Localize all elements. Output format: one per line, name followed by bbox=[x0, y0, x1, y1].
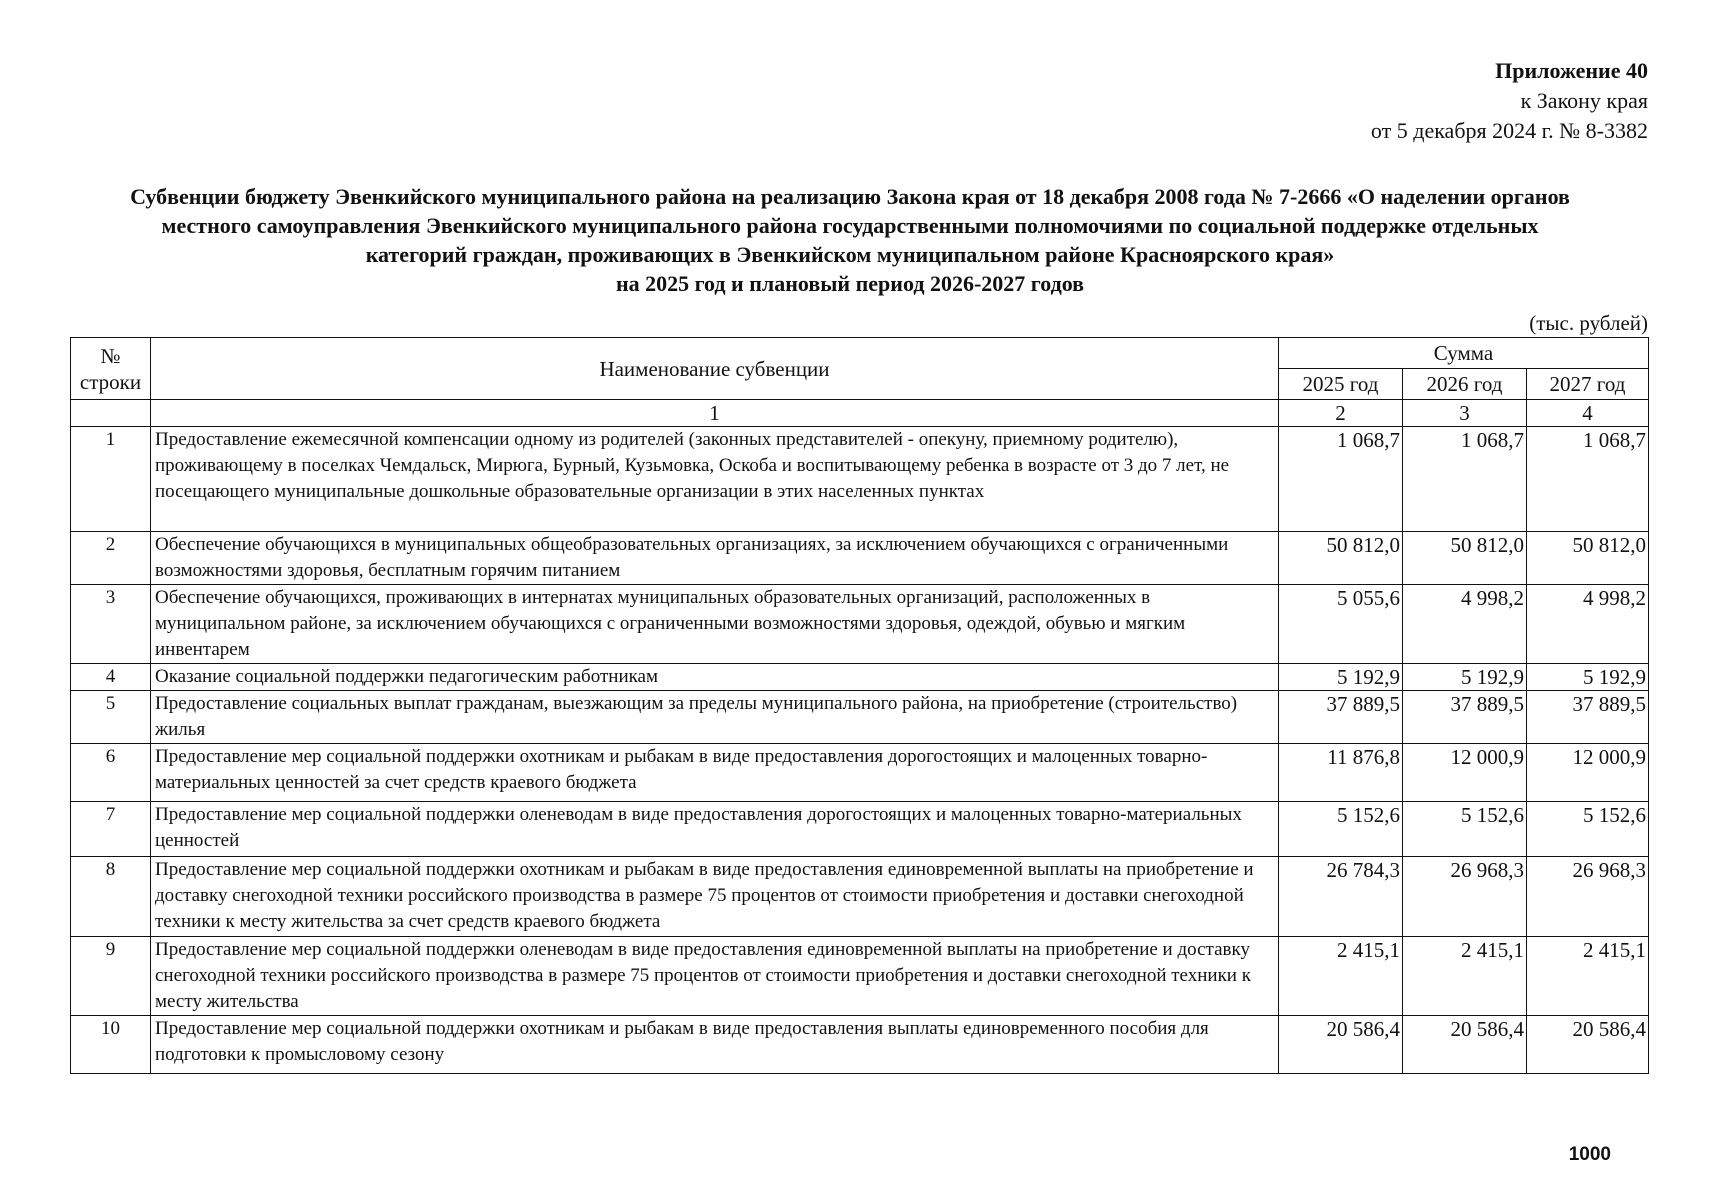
appendix-date: от 5 декабря 2024 г. № 8-3382 bbox=[1370, 118, 1648, 143]
amount-2027: 20 586,4 bbox=[1527, 1016, 1649, 1074]
table-row bbox=[71, 427, 1649, 532]
amount-2027: 2 415,1 bbox=[1527, 937, 1649, 1016]
units-label: (тыс. рублей) bbox=[1529, 311, 1648, 335]
amount-2025: 2 415,1 bbox=[1279, 937, 1403, 1016]
header-year-2026: 2026 год bbox=[1403, 369, 1527, 400]
page-number: 1000 bbox=[1568, 1144, 1611, 1165]
amount-2027: 26 968,3 bbox=[1527, 857, 1649, 937]
table-row bbox=[71, 744, 1649, 802]
subvention-name: Предоставление ежемесячной компенсации одному из родителей (законных представителей - опекуну, приемному родителю), проживающему в поселках Чемдальск, Мирюга, Бурный, Кузьмовка, Оскоба и воспитывающему ребенка в возрасте от 3 до 7 лет, не посещающего муниципальные дошкольные образовательные организации в этих населенных пунктах bbox=[151, 427, 1279, 532]
amount-2026: 20 586,4 bbox=[1403, 1016, 1527, 1074]
row-number: 4 bbox=[71, 664, 151, 691]
amount-2025: 11 876,8 bbox=[1279, 744, 1403, 802]
subvention-name: Оказание социальной поддержки педагогическим работникам bbox=[151, 664, 1279, 691]
title-line-4: на 2025 год и плановый период 2026-2027 годов bbox=[615, 271, 1085, 296]
row-number: 8 bbox=[71, 857, 151, 937]
header-year-2027: 2027 год bbox=[1527, 369, 1649, 400]
subvention-name: Предоставление мер социальной поддержки оленеводам в виде предоставления дорогостоящих и малоценных товарно-материальных ценностей bbox=[151, 802, 1279, 857]
header-sum: Сумма bbox=[1279, 338, 1649, 369]
amount-2026: 1 068,7 bbox=[1403, 427, 1527, 532]
amount-2025: 5 152,6 bbox=[1279, 802, 1403, 857]
header-subvention-name: Наименование субвенции bbox=[151, 338, 1279, 400]
table-row bbox=[71, 802, 1649, 857]
amount-2027: 4 998,2 bbox=[1527, 585, 1649, 664]
amount-2026: 2 415,1 bbox=[1403, 937, 1527, 1016]
table-row bbox=[71, 937, 1649, 1016]
amount-2025: 5 055,6 bbox=[1279, 585, 1403, 664]
subvention-table bbox=[70, 337, 1649, 1074]
amount-2026: 12 000,9 bbox=[1403, 744, 1527, 802]
amount-2025: 37 889,5 bbox=[1279, 691, 1403, 744]
subvention-name: Предоставление мер социальной поддержки охотникам и рыбакам в виде предоставления дорогостоящих и малоценных товарно-материальных ценностей за счет средств краевого бюджета bbox=[151, 744, 1279, 802]
amount-2026: 50 812,0 bbox=[1403, 532, 1527, 585]
table-row bbox=[71, 664, 1649, 691]
row-number: 6 bbox=[71, 744, 151, 802]
title-line-1: Субвенции бюджету Эвенкийского муниципального района на реализацию Закона края от 18 декабря 2008 года № 7-2666 «О наделении органов bbox=[130, 184, 1570, 209]
amount-2026: 37 889,5 bbox=[1403, 691, 1527, 744]
table-row bbox=[71, 857, 1649, 937]
amount-2025: 26 784,3 bbox=[1279, 857, 1403, 937]
subvention-name: Предоставление мер социальной поддержки охотникам и рыбакам в виде предоставления выплаты единовременного пособия для подготовки к промысловому сезону bbox=[151, 1016, 1279, 1074]
table-body bbox=[71, 427, 1649, 1074]
column-index-row bbox=[71, 400, 1649, 427]
subvention-name: Предоставление социальных выплат гражданам, выезжающим за пределы муниципального района, на приобретение (строительство) жилья bbox=[151, 691, 1279, 744]
subvention-name: Предоставление мер социальной поддержки оленеводам в виде предоставления единовременной выплаты на приобретение и доставку снегоходной техники российского производства в размере 75 процентов от стоимости приобретения и доставки снегоходной техники к месту жительства bbox=[151, 937, 1279, 1016]
amount-2027: 12 000,9 bbox=[1527, 744, 1649, 802]
title-line-3: категорий граждан, проживающих в Эвенкийском муниципальном районе Красноярского края» bbox=[365, 242, 1335, 267]
amount-2025: 50 812,0 bbox=[1279, 532, 1403, 585]
row-number: 9 bbox=[71, 937, 151, 1016]
appendix-reference bbox=[1371, 56, 1648, 146]
row-number: 5 bbox=[71, 691, 151, 744]
amount-2026: 5 152,6 bbox=[1403, 802, 1527, 857]
amount-2027: 37 889,5 bbox=[1527, 691, 1649, 744]
title-line-2: местного самоуправления Эвенкийского муниципального района государственными полномочиями по социальной поддержке отдельных bbox=[161, 213, 1539, 238]
header-number-sign: № bbox=[100, 343, 121, 368]
amount-2025: 20 586,4 bbox=[1279, 1016, 1403, 1074]
amount-2026: 26 968,3 bbox=[1403, 857, 1527, 937]
header-year-2025: 2025 год bbox=[1279, 369, 1403, 400]
amount-2027: 5 192,9 bbox=[1527, 664, 1649, 691]
column-index-empty bbox=[71, 400, 151, 427]
document-title bbox=[70, 182, 1630, 298]
row-number: 1 bbox=[71, 427, 151, 532]
column-index-4: 4 bbox=[1527, 400, 1649, 427]
column-index-1: 1 bbox=[151, 400, 1279, 427]
subvention-name: Предоставление мер социальной поддержки охотникам и рыбакам в виде предоставления единовременной выплаты на приобретение и доставку снегоходной техники российского производства в размере 75 процентов от стоимости приобретения и доставки снегоходной техники к месту жительства за счет средств краевого бюджета bbox=[151, 857, 1279, 937]
header-row-number bbox=[71, 338, 151, 400]
table-row bbox=[71, 691, 1649, 744]
amount-2027: 50 812,0 bbox=[1527, 532, 1649, 585]
subvention-name: Обеспечение обучающихся, проживающих в интернатах муниципальных образовательных организаций, расположенных в муниципальном районе, за исключением обучающихся с ограниченными возможностями здоровья, одеждой, обувью и мягким инвентарем bbox=[151, 585, 1279, 664]
amount-2026: 5 192,9 bbox=[1403, 664, 1527, 691]
column-index-2: 2 bbox=[1279, 400, 1403, 427]
amount-2026: 4 998,2 bbox=[1403, 585, 1527, 664]
header-number-word: строки bbox=[79, 369, 142, 394]
table-row bbox=[71, 1016, 1649, 1074]
column-index-3: 3 bbox=[1403, 400, 1527, 427]
appendix-law: к Закону края bbox=[1520, 88, 1648, 113]
row-number: 7 bbox=[71, 802, 151, 857]
row-number: 3 bbox=[71, 585, 151, 664]
amount-2027: 1 068,7 bbox=[1527, 427, 1649, 532]
amount-2025: 1 068,7 bbox=[1279, 427, 1403, 532]
row-number: 2 bbox=[71, 532, 151, 585]
table-row bbox=[71, 585, 1649, 664]
table-row bbox=[71, 532, 1649, 585]
amount-2025: 5 192,9 bbox=[1279, 664, 1403, 691]
subvention-name: Обеспечение обучающихся в муниципальных общеобразовательных организациях, за исключением обучающихся с ограниченными возможностями здоровья, бесплатным горячим питанием bbox=[151, 532, 1279, 585]
appendix-label: Приложение 40 bbox=[1495, 58, 1648, 83]
header-row-1 bbox=[71, 338, 1649, 369]
amount-2027: 5 152,6 bbox=[1527, 802, 1649, 857]
row-number: 10 bbox=[71, 1016, 151, 1074]
